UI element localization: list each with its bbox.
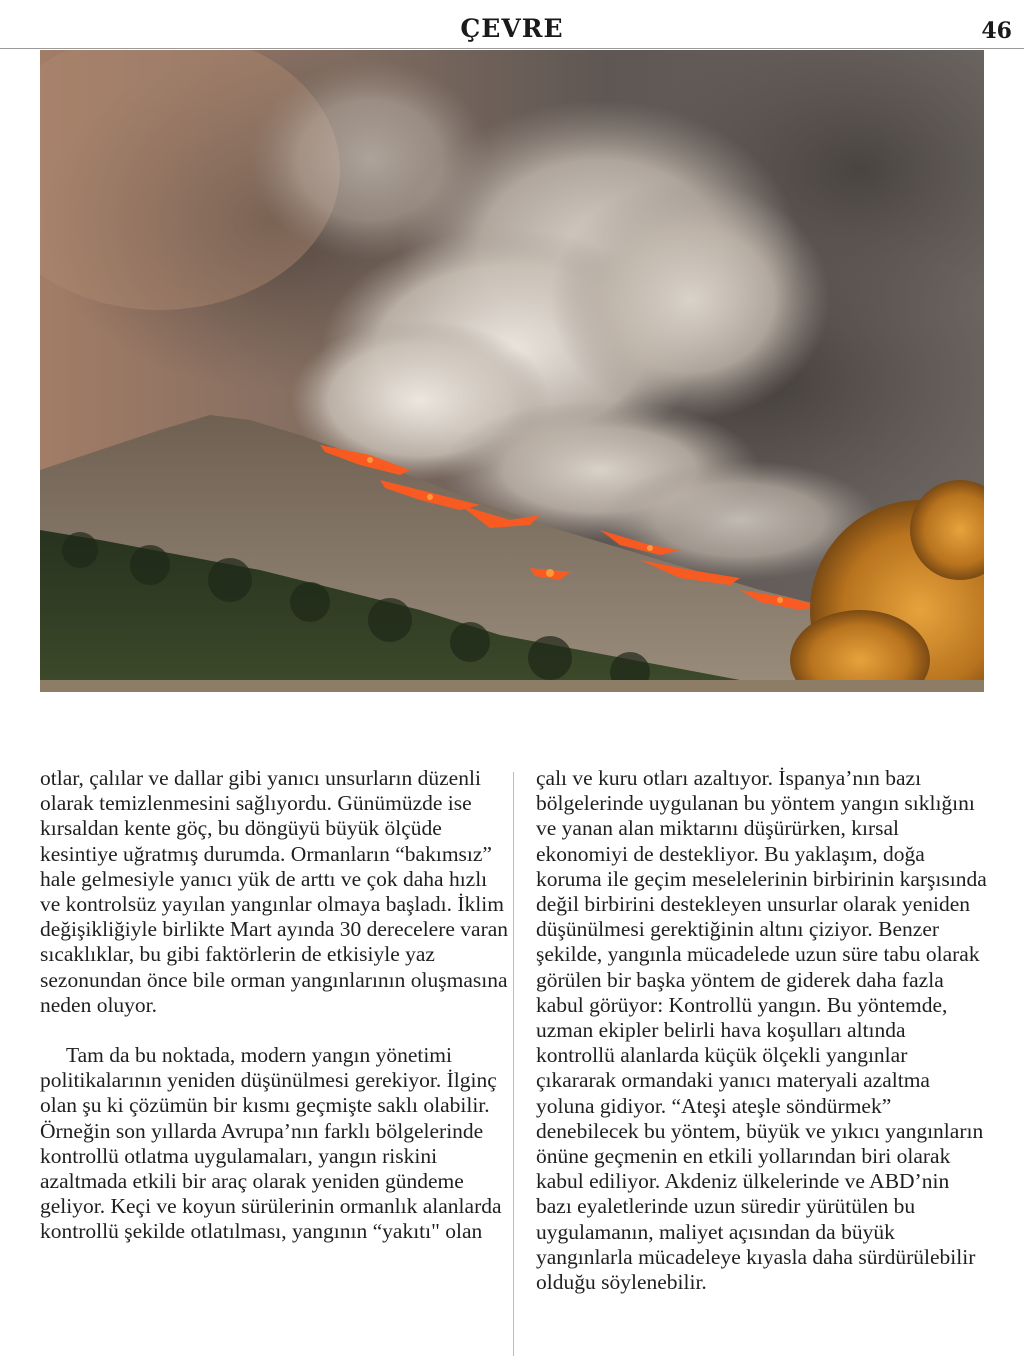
article-paragraph: otlar, çalılar ve dallar gibi yanıcı unsurların düzenli olarak temizlenmesini sağlıyordu. Günümüzde ise kırsaldan kente göç, bu döngüyü büyük ölçüde kesintiye uğratmış durumda. Ormanların “bakımsız” hale gelmesiyle yanıcı yük de arttı ve çok daha hızlı ve kontrolsüz yayılan yangınlar olmaya başladı. İklim değişikliğiyle birlikte Mart ayında 30 derecelere varan sıcaklıklar, bu gibi faktörlerin de etkisiyle yaz sezonundan önce bile orman yangınlarının oluşmasına neden oluyor. (40, 766, 509, 1017)
article-left-column (40, 766, 510, 1245)
page-header (0, 0, 1024, 48)
section-title: ÇEVRE (460, 14, 564, 43)
page-number: 46 (981, 18, 1012, 44)
column-divider (513, 772, 514, 1356)
article-right-column (536, 766, 988, 1295)
article-paragraph: çalı ve kuru otları azaltıyor. İspanya’nın bazı bölgelerinde uygulanan bu yöntem yangın sıklığını ve yanan alan miktarını düşürürken, kırsal ekonomiyi de destekliyor. Bu yaklaşım, doğa koruma ile geçim meselelerinin birbirinin karşısında değil birbirini destekleyen unsurlar olarak yeniden düşünülmesi gerektiğinin altını çiziyor. Benzer şekilde, yangınla mücadelede uzun süre tabu olarak görülen bir başka yöntem de giderek daha fazla kabul görüyor: Kontrollü yangın. Bu yöntemde, uzman ekipler belirli hava koşulları altında kontrollü alanlarda küçük ölçekli yangınlar çıkararak ormandaki yanıcı materyali azaltma yoluna gidiyor. “Ateşi ateşle söndürmek” denebilecek bu yöntem, büyük ve yıkıcı yangınların önüne geçmenin en etkili yollarından biri olarak kabul ediliyor. Akdeniz ülkelerinde ve ABD’nin bazı eyaletlerinde uzun süredir yürütülen bu uygulamanın, maliyet açısından da büyük yangınlarla mücadeleye kıyasla daha sürdürülebilir olduğu söylenebilir. (536, 766, 987, 1295)
wildfire-photo (40, 50, 984, 692)
article-paragraph: Tam da bu noktada, modern yangın yönetimi politikalarının yeniden düşünülmesi gerekiyor. İlginç olan şu ki çözümün bir kısmı geçmişte saklı olabilir. Örneğin son yıllarda Avrupa’nın farklı bölgelerinde kontrollü otlatma uygulamaları, yangın riskini azaltmada etkili bir araç olarak yeniden gündeme geliyor. Keçi ve koyun sürülerinin ormanlık alanlarda kontrollü şekilde otlatılması, yangının “yakıtı" olan (40, 1043, 502, 1244)
header-rule (0, 48, 1024, 49)
